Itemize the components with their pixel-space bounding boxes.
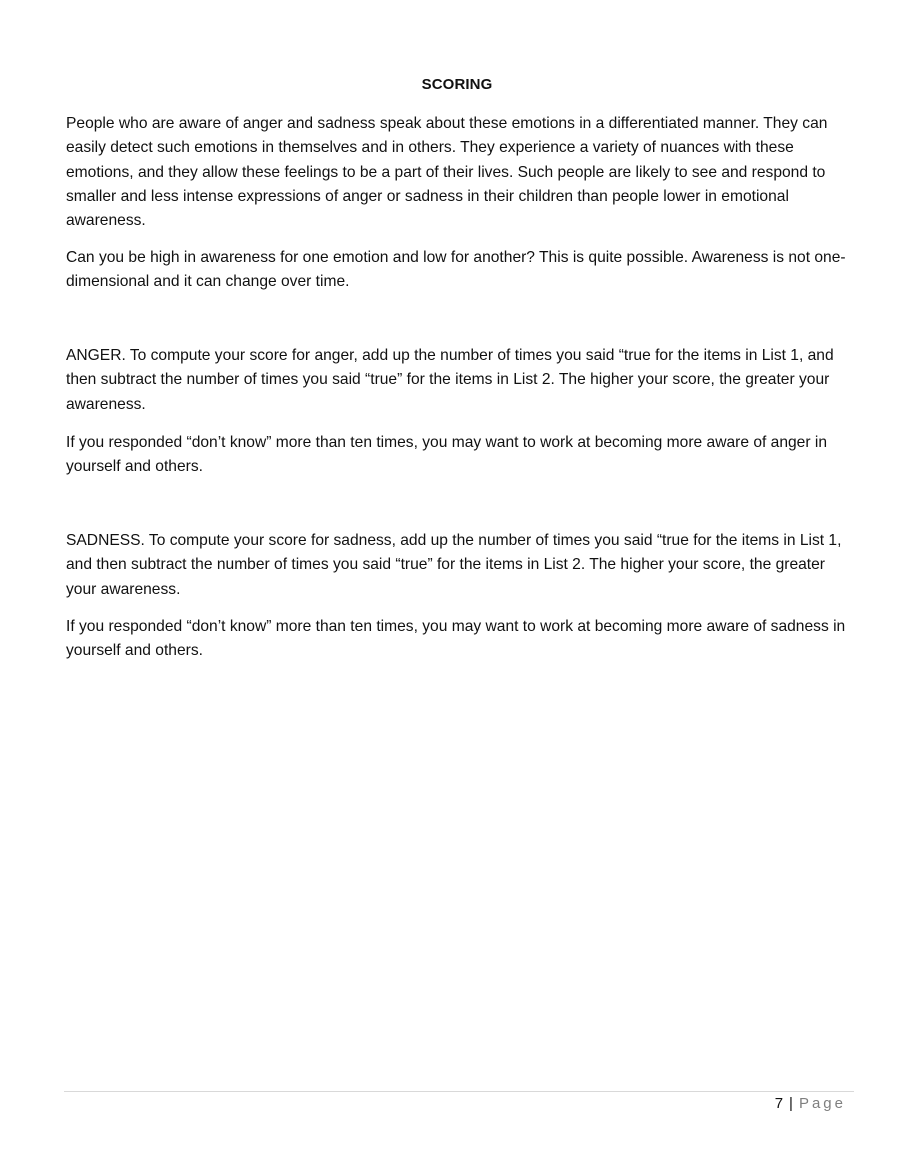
page-label: Page [798, 1095, 846, 1112]
paragraph-sadness-scoring [66, 529, 856, 602]
page-number: 7 [774, 1095, 784, 1112]
footer-divider [64, 1091, 854, 1092]
paragraph-text: ANGER. To compute your score for anger, add up the number of times you said “true for the items in List 1, and then subtract the number of times you said “true” for the items in List 2. The higher your score, the greater your awareness. [66, 347, 834, 413]
paragraph-sadness-dont-know [66, 615, 856, 664]
paragraph-question [66, 246, 856, 295]
paragraph-text: If you responded “don’t know” more than ten times, you may want to work at becoming more aware of anger in yourself and others. [66, 434, 828, 476]
paragraph-text: If you responded “don’t know” more than ten times, you may want to work at becoming more aware of sadness in yourself and others. [66, 618, 846, 660]
paragraph-intro [66, 112, 856, 233]
page-footer [775, 1095, 846, 1112]
paragraph-text: Can you be high in awareness for one emotion and low for another? This is quite possible. Awareness is not one-dimensional and it can change over time. [66, 249, 846, 291]
page-title: SCORING [421, 76, 493, 93]
paragraph-anger-dont-know [66, 431, 856, 480]
paragraph-text: SADNESS. To compute your score for sadness, add up the number of times you said “true for the items in List 1, and then subtract the number of times you said “true” for the items in List 2. The higher your score, the greater your awareness. [66, 532, 842, 598]
paragraph-text: People who are aware of anger and sadness speak about these emotions in a differentiated manner. They can easily detect such emotions in themselves and in others. They experience a variety of nuances with these emotions, and they allow these feelings to be a part of their lives. Such people are likely to see and respond to smaller and less intense expressions of anger or sadness in their children than people lower in emotional awareness. [66, 115, 828, 230]
paragraph-anger-scoring [66, 344, 856, 417]
footer-separator: | [789, 1095, 793, 1112]
